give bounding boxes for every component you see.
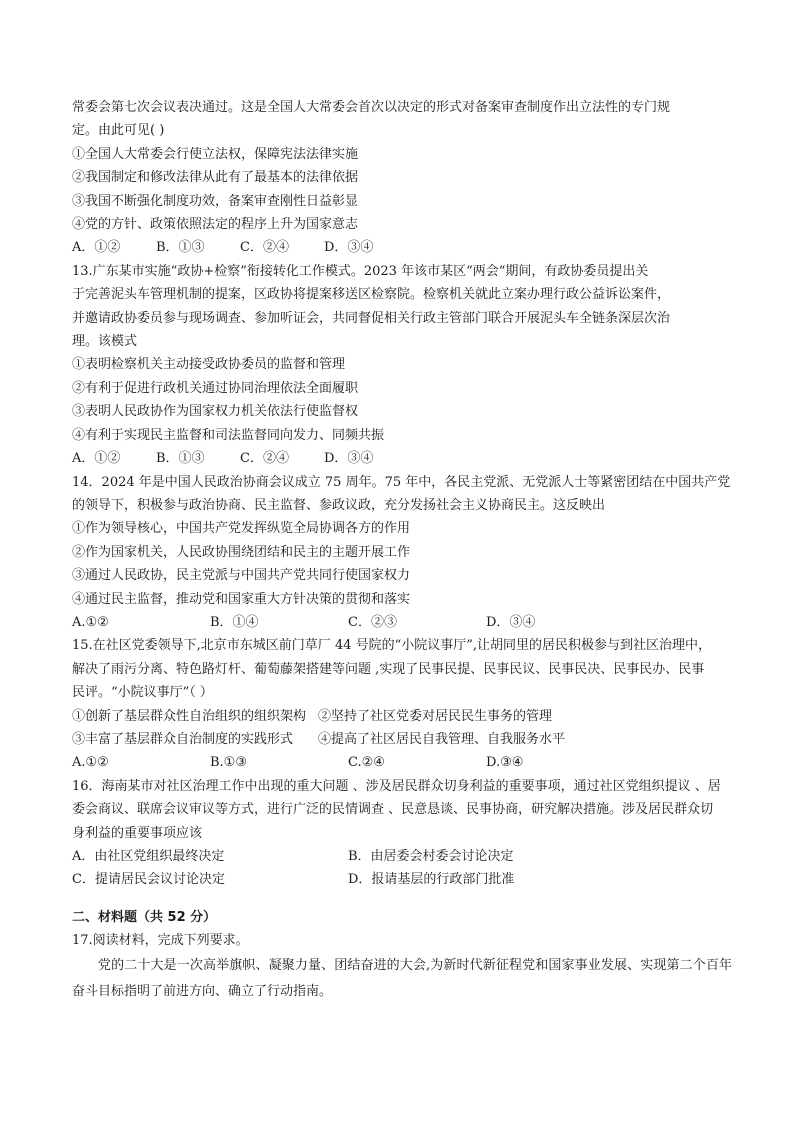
statement-row [72,705,732,728]
question-15 [72,634,732,774]
question-14 [72,471,732,635]
option-d[interactable]: D．③④ [486,614,536,630]
option-d[interactable]: D．报请基层的行政部门批准 [348,872,515,888]
statement: ②作为国家机关，人民政协围绕团结和民主的主题开展工作 [72,544,411,560]
statement: ④提高了社区居民自我管理、自我服务水平 [318,731,566,747]
question-12 [72,96,732,260]
option-d[interactable]: D.③④ [486,755,524,771]
question-stem-line: 15.在社区党委领导下,北京市东城区前门草厂 44 号院的“小院议事厅”,让胡同里的居民积极参与到社区治理中， [72,638,712,654]
statement: ①全国人大常委会行使立法权，保障宪法法律实施 [72,146,359,162]
option-b[interactable]: B．①④ [210,614,259,630]
statement: ③表明人民政协作为国家权力机关依法行使监督权 [72,404,359,420]
section-gap [72,892,732,906]
statement: ①作为领导核心，中国共产党发挥纵览全局协调各方的作用 [72,521,411,537]
question-stem-line: 定。由此可见( ) [72,123,165,139]
answer-options-row [72,845,732,868]
question-stem-line: 16．海南某市对社区治理工作中出现的重大问题 、涉及居民群众切身利益的重要事项，通过社区党组织提议 、居 [72,778,721,794]
statement: ③丰富了基层群众自治制度的实践形式 [72,731,294,747]
option-c[interactable]: C．②③ [348,614,397,630]
question-stem-line: 的领导下，积极参与政治协商、民主监督、参政议政，充分发扬社会主义协商民主。这反映出 [72,497,606,513]
option-d[interactable]: D．③④ [324,451,374,467]
statement: ①表明检察机关主动接受政协委员的监督和管理 [72,357,346,373]
exam-page [72,96,732,1005]
option-c[interactable]: C．②④ [240,451,289,467]
statement: ④通过民主监督，推动党和国家重大方针决策的贯彻和落实 [72,591,411,607]
statement: ②有利于促进行政机关通过协同治理依法全面履职 [72,380,359,396]
material-paragraph: 党的二十大是一次高举旗帜、凝聚力量、团结奋进的大会,为新时代新征程党和国家事业发展、实现第二个百年奋斗目标指明了前进方向、确立了行动指南。 [72,957,732,999]
option-b[interactable]: B.①③ [210,755,247,771]
option-a[interactable]: A．由社区党组织最终决定 [72,849,225,864]
question-stem-line: 常委会第七次会议表决通过。这是全国人大常委会首次以决定的形式对备案审查制度作出立法性的专门规 [72,100,671,115]
question-stem-line: 并邀请政协委员参与现场调查、参加听证会，共同督促相关行政主管部门联合开展泥头车全链条深层次治 [72,310,671,326]
question-stem-line: 13.广东某市实施“政协+检察”衔接转化工作模式。2023 年该市某区“两会“期间，有政协委员提出关 [72,263,649,279]
option-d[interactable]: D．③④ [324,240,374,256]
option-a[interactable]: A．①② [72,451,121,467]
statement: ④有利于实现民主监督和司法监督同向发力、同频共振 [72,427,385,443]
section-2 [72,906,732,1005]
option-a[interactable]: A.①② [72,614,109,630]
statement: ②我国制定和修改法律从此有了最基本的法律依据 [72,170,359,186]
answer-options [72,447,732,470]
question-13 [72,260,732,471]
question-stem-line: 14．2024 年是中国人民政治协商会议成立 75 周年。75 年中，各民主党派、无党派人士等紧密团结在中国共产党 [72,474,731,490]
option-b[interactable]: B．由居委会村委会讨论决定 [348,849,514,864]
option-a[interactable]: A.①② [72,755,109,771]
question-stem-line: 理。该模式 [72,334,138,350]
statement: ②坚持了社区党委对居民民生事务的管理 [318,708,553,724]
statement: ④党的方针、政策依照法定的程序上升为国家意志 [72,217,359,233]
option-b[interactable]: B．①③ [156,240,205,256]
question-stem-line: 民评。“小院议事厅”（ ） [72,685,213,701]
option-b[interactable]: B．①③ [156,451,205,467]
option-a[interactable]: A．①② [72,240,121,256]
question-16 [72,775,732,892]
question-stem-line: 解决了雨污分离、特色路灯杆、葡萄藤架搭建等问题 ,实现了民事民提、民事民议、民事民决、民事民办、民事 [72,661,705,677]
answer-options [72,236,732,259]
option-c[interactable]: C．②④ [240,240,289,256]
statement: ③通过人民政协，民主党派与中国共产党共同行使国家权力 [72,568,411,584]
statement: ③我国不断强化制度功效，备案审查刚性日益彰显 [72,193,359,209]
question-stem-line: 委会商议、联席会议审议等方式，进行广泛的民情调查 、民意恳谈、民事协商，研究解决措施。涉及居民群众切 [72,802,714,818]
answer-options-row [72,868,732,891]
statement-row [72,728,732,751]
statement: ①创新了基层群众性自治组织的组织架构 [72,708,307,724]
option-c[interactable]: C．提请居民会议讨论决定 [72,872,225,888]
section-heading: 二、材料题（共 52 分） [72,909,217,925]
answer-options [72,611,732,634]
option-c[interactable]: C.②④ [348,755,385,771]
question-stem-line: 于完善泥头车管理机制的提案，区政协将提案移送区检察院。检察机关就此立案办理行政公益诉讼案件， [72,287,671,303]
question-17-title: 17.阅读材料，完成下列要求。 [72,933,249,949]
question-stem-line: 身利益的重要事项应该 [72,825,203,841]
answer-options [72,751,732,774]
